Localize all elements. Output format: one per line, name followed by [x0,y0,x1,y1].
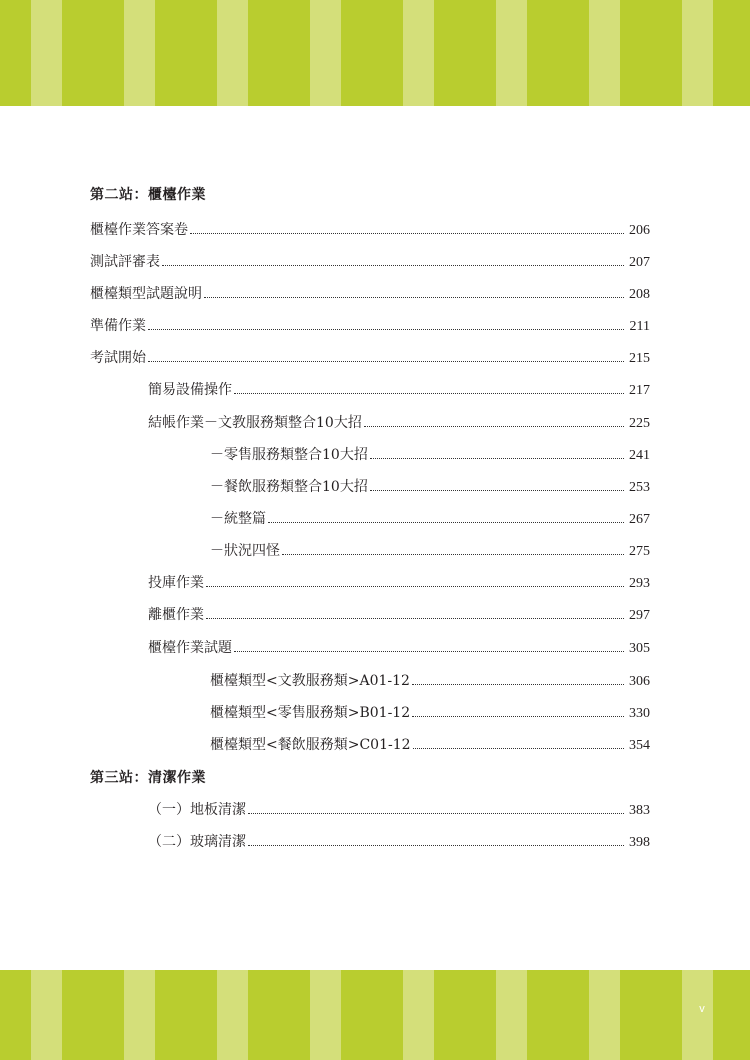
toc-entry[interactable] [148,831,650,851]
toc-entry[interactable] [210,670,650,690]
toc-entry-label: 櫃檯作業答案卷 [90,222,188,238]
toc-entry-page: 253 [629,480,650,495]
dot-leader [234,393,624,394]
dot-leader [162,265,624,266]
toc-entry-label: 準備作業 [90,318,146,334]
dot-leader [413,748,624,749]
toc-entry-label: 投庫作業 [148,575,204,591]
toc-entry-page: 306 [629,674,650,689]
toc-entry-label: 離櫃作業 [148,607,204,623]
toc-entry-page: 225 [629,416,650,431]
top-decorative-stripe-band [0,0,750,106]
toc-entry-page: 297 [629,608,650,623]
toc-entry[interactable] [148,604,650,624]
toc-entry-page: 208 [629,287,650,302]
toc-entry-label: （二）玻璃清潔 [148,834,246,850]
toc-entry-label: 測試評審表 [90,254,160,270]
toc-entry-page: 241 [629,448,650,463]
toc-entry[interactable] [148,799,650,819]
toc-entry-page: 398 [629,835,650,850]
dot-leader [370,458,624,459]
toc-entry-page: 267 [629,512,650,527]
dot-leader [234,651,624,652]
toc-entry[interactable] [90,347,650,367]
toc-entry-page: 217 [629,383,650,398]
dot-leader [248,845,624,846]
toc-entry-label: 櫃檯作業試題 [148,640,232,656]
toc-entry-page: 275 [629,544,650,559]
toc-entry[interactable] [210,508,650,528]
toc-entry-page: 354 [629,738,650,753]
dot-leader [412,684,624,685]
toc-entry-page: 206 [629,223,650,238]
toc-entry-label: －統整篇 [210,511,266,527]
dot-leader [412,716,624,717]
toc-entry[interactable] [148,379,650,399]
toc-entry-label: －狀況四怪 [210,543,280,559]
toc-entry-label: 考試開始 [90,350,146,366]
section-heading-counter-work: 第二站：櫃檯作業 [90,187,206,203]
toc-entry-label: （一）地板清潔 [148,802,246,818]
section-heading-cleaning-work: 第三站：清潔作業 [90,770,206,786]
toc-entry-page: 211 [629,319,650,334]
dot-leader [206,586,624,587]
toc-entry-page: 305 [629,641,650,656]
dot-leader [148,361,624,362]
bottom-decorative-stripe-band [0,970,750,1060]
toc-entry[interactable] [90,219,650,239]
toc-entry-label: －零售服務類整合10大招 [210,447,368,463]
dot-leader [282,554,624,555]
toc-entry-label: 櫃檯類型<餐飲服務類>C01-12 [210,737,411,753]
page-number: v [699,1003,705,1015]
toc-entry[interactable] [148,637,650,657]
toc-entry-page: 383 [629,803,650,818]
dot-leader [364,426,624,427]
toc-entry[interactable] [148,572,650,592]
toc-entry-page: 207 [629,255,650,270]
dot-leader [206,618,624,619]
toc-entry-page: 293 [629,576,650,591]
toc-entry-label: 櫃檯類型<零售服務類>B01-12 [210,705,411,721]
toc-entry[interactable] [210,540,650,560]
toc-entry[interactable] [90,251,650,271]
toc-entry-label: 簡易設備操作 [148,382,232,398]
toc-entry-page: 330 [629,706,650,721]
toc-entry[interactable] [210,476,650,496]
toc-entry-label: 櫃檯類型試題說明 [90,286,202,302]
dot-leader [190,233,624,234]
toc-entry-label: 結帳作業－文教服務類整合10大招 [148,415,362,431]
dot-leader [268,522,624,523]
toc-entry[interactable] [90,315,650,335]
toc-entry-label: 櫃檯類型<文教服務類>A01-12 [210,673,410,689]
toc-entry[interactable] [210,702,650,722]
dot-leader [148,329,624,330]
toc-entry[interactable] [90,283,650,303]
dot-leader [204,297,624,298]
toc-entry-page: 215 [629,351,650,366]
dot-leader [248,813,624,814]
toc-entry-label: －餐飲服務類整合10大招 [210,479,368,495]
toc-entry[interactable] [148,412,650,432]
toc-entry[interactable] [210,734,650,754]
dot-leader [370,490,624,491]
toc-entry[interactable] [210,444,650,464]
